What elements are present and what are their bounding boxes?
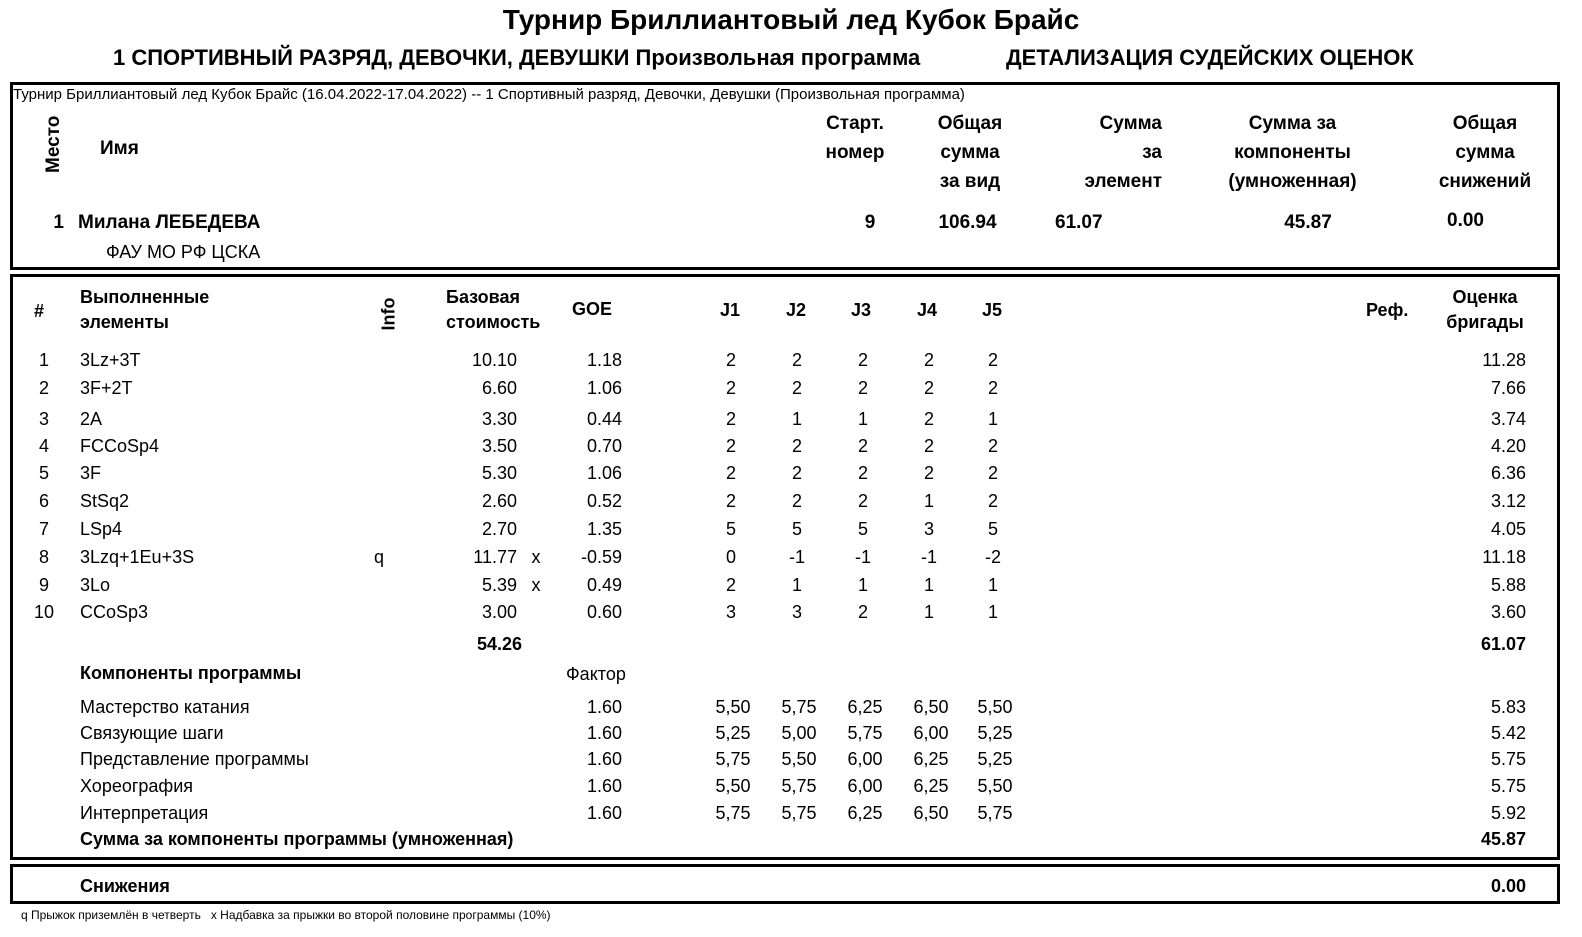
element-j2-score: 2 xyxy=(791,491,802,511)
report-title: ДЕТАЛИЗАЦИЯ СУДЕЙСКИХ ОЦЕНОК xyxy=(1006,45,1414,70)
element-panel-score: 5.88 xyxy=(1490,575,1526,595)
element-number: 3 xyxy=(38,409,49,429)
factor-header: Фактор xyxy=(566,664,626,684)
component-factor: 1.60 xyxy=(586,697,622,717)
total-element-score: 61.07 xyxy=(1480,634,1526,654)
element-j4-score: 2 xyxy=(923,409,934,429)
component-j1-score: 5,50 xyxy=(715,697,751,717)
skater-pcs: 45.87 xyxy=(1284,212,1332,233)
element-goe: 0.44 xyxy=(586,409,622,429)
category-title: 1 СПОРТИВНЫЙ РАЗРЯД, ДЕВОЧКИ, ДЕВУШКИ Произвольная программа xyxy=(113,45,921,70)
component-factor: 1.60 xyxy=(586,776,622,796)
element-base-value: 11.77 xyxy=(473,547,517,567)
skater-name: Милана ЛЕБЕДЕВА xyxy=(78,212,261,233)
element-j3-score: 1 xyxy=(857,575,868,595)
element-j1-score: 3 xyxy=(725,602,736,622)
element-j2-score: 2 xyxy=(791,436,802,456)
skater-total-segment: 106.94 xyxy=(938,212,997,233)
element-goe: 1.06 xyxy=(586,378,622,398)
element-base-value: 5.39 xyxy=(481,575,517,595)
component-j2-score: 5,75 xyxy=(781,776,817,796)
element-j2-score: 1 xyxy=(791,575,802,595)
element-j5-score: 2 xyxy=(987,350,998,370)
element-panel-score: 11.28 xyxy=(1482,350,1526,370)
deductions-box xyxy=(10,864,1560,904)
element-j1-score: 2 xyxy=(725,378,736,398)
deductions-label: Снижения xyxy=(80,876,170,896)
element-name: 3Lo xyxy=(80,575,111,595)
element-number: 1 xyxy=(38,350,49,370)
element-goe: 0.60 xyxy=(586,602,622,622)
element-j1-score: 0 xyxy=(725,547,736,567)
element-base-value: 3.00 xyxy=(481,602,517,622)
element-number: 7 xyxy=(38,519,49,539)
element-j5-score: 2 xyxy=(987,378,998,398)
element-info: q xyxy=(373,547,384,567)
skater-start-number: 9 xyxy=(864,212,876,233)
element-score-header: Сумма за элемент xyxy=(1084,113,1162,192)
component-j4-score: 6,00 xyxy=(913,723,949,743)
element-number: 10 xyxy=(33,602,55,622)
component-j3-score: 6,00 xyxy=(847,749,883,769)
footnote: q Прыжок приземлён в четверть x Надбавка за прыжки во второй половине программы (10%) xyxy=(21,908,551,922)
component-j1-score: 5,75 xyxy=(715,749,751,769)
element-j1-score: 2 xyxy=(725,409,736,429)
component-score: 5.92 xyxy=(1490,803,1526,823)
element-number: 5 xyxy=(38,463,49,483)
element-goe: 0.70 xyxy=(586,436,622,456)
component-j4-score: 6,50 xyxy=(913,697,949,717)
element-j1-score: 5 xyxy=(725,519,736,539)
component-factor: 1.60 xyxy=(586,723,622,743)
element-panel-score: 3.12 xyxy=(1490,491,1526,511)
element-panel-score: 3.60 xyxy=(1490,602,1526,622)
components-total-label: Сумма за компоненты программы (умноженная) xyxy=(80,829,514,849)
component-j4-score: 6,25 xyxy=(913,776,949,796)
element-j5-score: 2 xyxy=(987,436,998,456)
component-name: Представление программы xyxy=(80,749,309,769)
component-j5-score: 5,25 xyxy=(977,749,1013,769)
start-number-header: Старт. номер xyxy=(825,113,885,163)
element-j5-score: 1 xyxy=(987,409,998,429)
element-panel-score: 4.20 xyxy=(1490,436,1526,456)
component-score: 5.42 xyxy=(1490,723,1526,743)
element-j4-score: 1 xyxy=(923,575,934,595)
element-bonus-mark: x xyxy=(531,575,541,595)
j4-header: J4 xyxy=(916,300,938,320)
component-factor: 1.60 xyxy=(586,803,622,823)
components-title: Компоненты программы xyxy=(80,663,302,683)
num-header: # xyxy=(34,301,45,321)
element-number: 8 xyxy=(38,547,49,567)
element-j1-score: 2 xyxy=(725,463,736,483)
info-header: Info xyxy=(378,297,399,331)
element-base-value: 3.30 xyxy=(481,409,517,429)
component-j3-score: 6,00 xyxy=(847,776,883,796)
element-j2-score: 2 xyxy=(791,463,802,483)
component-j3-score: 5,75 xyxy=(847,723,883,743)
skater-element-score: 61.07 xyxy=(1055,212,1103,233)
component-score: 5.83 xyxy=(1490,697,1526,717)
element-name: 3Lzq+1Eu+3S xyxy=(80,547,195,567)
skater-deductions: 0.00 xyxy=(1447,210,1484,231)
component-j2-score: 5,00 xyxy=(781,723,817,743)
place-header: Место xyxy=(43,115,64,173)
element-j4-score: 2 xyxy=(923,350,934,370)
component-j5-score: 5,50 xyxy=(977,776,1013,796)
element-j5-score: 5 xyxy=(987,519,998,539)
ref-header: Реф. xyxy=(1366,300,1409,320)
element-panel-score: 11.18 xyxy=(1482,547,1526,567)
element-base-value: 3.50 xyxy=(481,436,517,456)
skater-place: 1 xyxy=(53,212,64,233)
event-line: Турнир Бриллиантовый лед Кубок Брайс (16.04.2022-17.04.2022) -- 1 Спортивный разряд, Девочки, Девушки (Произвольная программа) xyxy=(13,86,965,103)
page-title: Турнир Бриллиантовый лед Кубок Брайс xyxy=(502,4,1080,35)
element-goe: 0.52 xyxy=(586,491,622,511)
element-j2-score: 2 xyxy=(791,378,802,398)
element-j5-score: -2 xyxy=(984,547,1001,567)
element-j5-score: 1 xyxy=(987,602,998,622)
component-j2-score: 5,75 xyxy=(781,803,817,823)
element-j3-score: 2 xyxy=(857,463,868,483)
element-panel-score: 4.05 xyxy=(1490,519,1526,539)
element-name: 3F+2T xyxy=(80,378,133,398)
element-j3-score: 2 xyxy=(857,602,868,622)
element-bonus-mark: x xyxy=(531,547,541,567)
element-j3-score: 2 xyxy=(857,436,868,456)
element-j4-score: 2 xyxy=(923,378,934,398)
panel-score-header: Оценка бригады xyxy=(1446,287,1524,332)
component-j1-score: 5,25 xyxy=(715,723,751,743)
component-j2-score: 5,75 xyxy=(781,697,817,717)
component-j1-score: 5,75 xyxy=(715,803,751,823)
element-j2-score: 2 xyxy=(791,350,802,370)
element-number: 4 xyxy=(38,436,49,456)
element-j1-score: 2 xyxy=(725,491,736,511)
element-goe: 0.49 xyxy=(586,575,622,595)
element-j4-score: 3 xyxy=(923,519,934,539)
component-score: 5.75 xyxy=(1490,749,1526,769)
element-number: 6 xyxy=(38,491,49,511)
component-j1-score: 5,50 xyxy=(715,776,751,796)
base-value-header: Базовая стоимость xyxy=(446,287,541,332)
element-j5-score: 2 xyxy=(987,491,998,511)
element-j2-score: 5 xyxy=(791,519,802,539)
component-name: Мастерство катания xyxy=(80,697,250,717)
element-j2-score: 3 xyxy=(791,602,802,622)
element-j3-score: 5 xyxy=(857,519,868,539)
component-j3-score: 6,25 xyxy=(847,803,883,823)
element-j5-score: 1 xyxy=(987,575,998,595)
component-j5-score: 5,50 xyxy=(977,697,1013,717)
element-base-value: 2.70 xyxy=(481,519,517,539)
element-name: CCoSp3 xyxy=(80,602,149,622)
component-name: Хореография xyxy=(80,776,194,796)
component-j2-score: 5,50 xyxy=(781,749,817,769)
element-name: FCCoSp4 xyxy=(80,436,160,456)
element-j4-score: 1 xyxy=(923,602,934,622)
component-j5-score: 5,25 xyxy=(977,723,1013,743)
pcs-header: Сумма за компоненты (умноженная) xyxy=(1228,113,1357,192)
element-j1-score: 2 xyxy=(725,350,736,370)
element-number: 9 xyxy=(38,575,49,595)
element-j3-score: 2 xyxy=(857,350,868,370)
goe-header: GOE xyxy=(572,299,613,319)
element-name: StSq2 xyxy=(80,491,130,511)
element-base-value: 5.30 xyxy=(481,463,517,483)
element-j4-score: -1 xyxy=(920,547,937,567)
element-goe: -0.59 xyxy=(580,547,622,567)
component-name: Связующие шаги xyxy=(80,723,224,743)
component-name: Интерпретация xyxy=(80,803,209,823)
element-panel-score: 6.36 xyxy=(1490,463,1526,483)
total-base-value: 54.26 xyxy=(476,634,522,654)
element-j2-score: -1 xyxy=(788,547,805,567)
element-j4-score: 2 xyxy=(923,436,934,456)
element-goe: 1.18 xyxy=(586,350,622,370)
j2-header: J2 xyxy=(785,300,807,320)
element-base-value: 10.10 xyxy=(471,350,517,370)
component-factor: 1.60 xyxy=(586,749,622,769)
element-name: 3F xyxy=(80,463,102,483)
component-j4-score: 6,25 xyxy=(913,749,949,769)
components-total-value: 45.87 xyxy=(1480,829,1526,849)
component-j5-score: 5,75 xyxy=(977,803,1013,823)
element-goe: 1.06 xyxy=(586,463,622,483)
element-goe: 1.35 xyxy=(586,519,622,539)
element-base-value: 2.60 xyxy=(481,491,517,511)
element-j1-score: 2 xyxy=(725,436,736,456)
element-panel-score: 7.66 xyxy=(1490,378,1526,398)
name-header: Имя xyxy=(100,138,139,159)
element-j2-score: 1 xyxy=(791,409,802,429)
element-j3-score: 1 xyxy=(857,409,868,429)
element-j4-score: 1 xyxy=(923,491,934,511)
element-j1-score: 2 xyxy=(725,575,736,595)
component-j3-score: 6,25 xyxy=(847,697,883,717)
j5-header: J5 xyxy=(981,300,1003,320)
executed-elements-header: Выполненные элементы xyxy=(80,287,210,332)
element-name: 2A xyxy=(80,409,103,429)
element-number: 2 xyxy=(38,378,49,398)
element-j4-score: 2 xyxy=(923,463,934,483)
element-base-value: 6.60 xyxy=(481,378,517,398)
element-j3-score: 2 xyxy=(857,378,868,398)
element-name: 3Lz+3T xyxy=(80,350,141,370)
element-panel-score: 3.74 xyxy=(1490,409,1526,429)
element-name: LSp4 xyxy=(80,519,123,539)
component-score: 5.75 xyxy=(1490,776,1526,796)
j3-header: J3 xyxy=(850,300,872,320)
element-j3-score: 2 xyxy=(857,491,868,511)
j1-header: J1 xyxy=(719,300,741,320)
skater-club: ФАУ МО РФ ЦСКА xyxy=(106,242,261,262)
element-j5-score: 2 xyxy=(987,463,998,483)
deductions-header: Общая сумма снижений xyxy=(1438,113,1532,192)
deductions-value: 0.00 xyxy=(1490,876,1526,896)
element-j3-score: -1 xyxy=(854,547,871,567)
total-segment-header: Общая сумма за вид xyxy=(937,113,1003,192)
component-j4-score: 6,50 xyxy=(913,803,949,823)
